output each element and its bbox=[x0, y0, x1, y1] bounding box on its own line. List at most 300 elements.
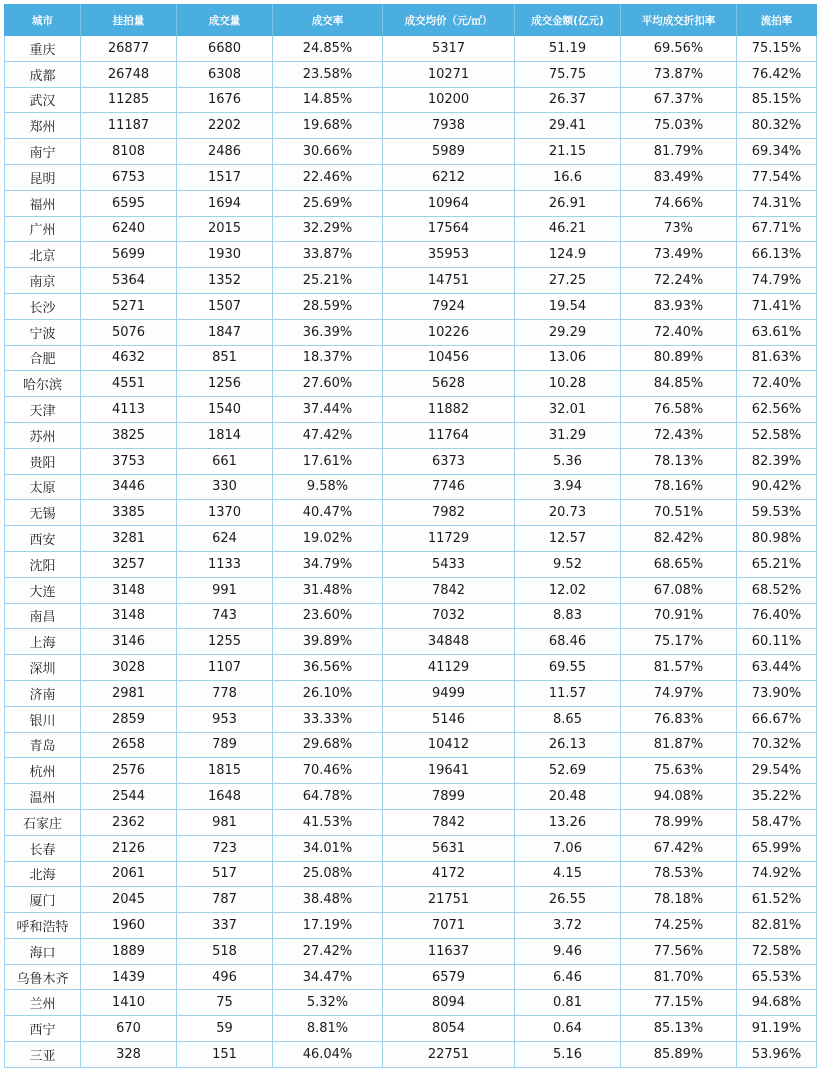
cell-deal-amount: 29.41 bbox=[515, 113, 621, 139]
cell-listings: 3148 bbox=[81, 603, 177, 629]
cell-deal-amount: 29.29 bbox=[515, 319, 621, 345]
table-row bbox=[5, 938, 817, 964]
cell-deals: 723 bbox=[177, 835, 273, 861]
cell-listings: 1960 bbox=[81, 913, 177, 939]
table-row bbox=[5, 164, 817, 190]
cell-avg-discount: 72.24% bbox=[621, 268, 737, 294]
cell-deal-rate: 41.53% bbox=[273, 809, 383, 835]
cell-avg-discount: 72.40% bbox=[621, 319, 737, 345]
cell-deal-rate: 24.85% bbox=[273, 36, 383, 62]
cell-avg-discount: 81.57% bbox=[621, 655, 737, 681]
cell-city: 成都 bbox=[5, 61, 81, 87]
cell-listings: 2045 bbox=[81, 887, 177, 913]
table-row bbox=[5, 784, 817, 810]
cell-deals: 991 bbox=[177, 577, 273, 603]
table-row bbox=[5, 216, 817, 242]
cell-deal-amount: 124.9 bbox=[515, 242, 621, 268]
cell-failed-rate: 76.40% bbox=[737, 603, 817, 629]
table-row bbox=[5, 242, 817, 268]
column-header-failed-rate: 流拍率 bbox=[737, 5, 817, 36]
cell-deal-amount: 51.19 bbox=[515, 36, 621, 62]
cell-deals: 2486 bbox=[177, 139, 273, 165]
cell-listings: 5364 bbox=[81, 268, 177, 294]
cell-avg-price: 34848 bbox=[383, 629, 515, 655]
cell-avg-price: 7032 bbox=[383, 603, 515, 629]
cell-failed-rate: 85.15% bbox=[737, 87, 817, 113]
cell-deal-rate: 37.44% bbox=[273, 397, 383, 423]
cell-avg-price: 17564 bbox=[383, 216, 515, 242]
table-row bbox=[5, 397, 817, 423]
cell-listings: 11187 bbox=[81, 113, 177, 139]
table-row bbox=[5, 1016, 817, 1042]
cell-deal-rate: 34.47% bbox=[273, 964, 383, 990]
cell-avg-discount: 77.56% bbox=[621, 938, 737, 964]
cell-deal-amount: 8.83 bbox=[515, 603, 621, 629]
cell-listings: 2658 bbox=[81, 732, 177, 758]
cell-city: 苏州 bbox=[5, 422, 81, 448]
cell-city: 无锡 bbox=[5, 500, 81, 526]
cell-failed-rate: 73.90% bbox=[737, 680, 817, 706]
table-row bbox=[5, 268, 817, 294]
cell-deal-rate: 19.02% bbox=[273, 526, 383, 552]
cell-deal-rate: 25.21% bbox=[273, 268, 383, 294]
cell-failed-rate: 74.79% bbox=[737, 268, 817, 294]
cell-deals: 1517 bbox=[177, 164, 273, 190]
cell-deals: 6308 bbox=[177, 61, 273, 87]
table-row bbox=[5, 293, 817, 319]
cell-avg-price: 7938 bbox=[383, 113, 515, 139]
cell-listings: 2576 bbox=[81, 758, 177, 784]
cell-deal-amount: 7.06 bbox=[515, 835, 621, 861]
table-row bbox=[5, 990, 817, 1016]
cell-avg-price: 10412 bbox=[383, 732, 515, 758]
cell-deals: 1648 bbox=[177, 784, 273, 810]
cell-deal-rate: 29.68% bbox=[273, 732, 383, 758]
cell-failed-rate: 80.98% bbox=[737, 526, 817, 552]
cell-avg-discount: 74.97% bbox=[621, 680, 737, 706]
cell-avg-discount: 75.03% bbox=[621, 113, 737, 139]
column-header-city: 城市 bbox=[5, 5, 81, 36]
cell-listings: 26877 bbox=[81, 36, 177, 62]
cell-deal-amount: 0.64 bbox=[515, 1016, 621, 1042]
cell-deals: 1676 bbox=[177, 87, 273, 113]
cell-deal-amount: 26.55 bbox=[515, 887, 621, 913]
table-body bbox=[5, 36, 817, 1068]
cell-deals: 624 bbox=[177, 526, 273, 552]
cell-listings: 6595 bbox=[81, 190, 177, 216]
cell-avg-discount: 67.42% bbox=[621, 835, 737, 861]
column-header-deal-rate: 成交率 bbox=[273, 5, 383, 36]
cell-listings: 6240 bbox=[81, 216, 177, 242]
table-row bbox=[5, 887, 817, 913]
cell-avg-price: 5628 bbox=[383, 371, 515, 397]
cell-avg-discount: 78.99% bbox=[621, 809, 737, 835]
cell-avg-discount: 85.13% bbox=[621, 1016, 737, 1042]
cell-listings: 670 bbox=[81, 1016, 177, 1042]
cell-listings: 1439 bbox=[81, 964, 177, 990]
cell-failed-rate: 90.42% bbox=[737, 474, 817, 500]
cell-city: 武汉 bbox=[5, 87, 81, 113]
cell-city: 沈阳 bbox=[5, 551, 81, 577]
cell-failed-rate: 53.96% bbox=[737, 1042, 817, 1068]
cell-deal-amount: 5.36 bbox=[515, 448, 621, 474]
cell-city: 南京 bbox=[5, 268, 81, 294]
cell-deals: 1814 bbox=[177, 422, 273, 448]
cell-failed-rate: 74.92% bbox=[737, 861, 817, 887]
cell-city: 大连 bbox=[5, 577, 81, 603]
cell-city: 合肥 bbox=[5, 345, 81, 371]
cell-failed-rate: 61.52% bbox=[737, 887, 817, 913]
cell-deal-amount: 3.72 bbox=[515, 913, 621, 939]
cell-deal-rate: 25.69% bbox=[273, 190, 383, 216]
cell-avg-discount: 80.89% bbox=[621, 345, 737, 371]
cell-city: 南昌 bbox=[5, 603, 81, 629]
cell-deal-rate: 70.46% bbox=[273, 758, 383, 784]
cell-failed-rate: 91.19% bbox=[737, 1016, 817, 1042]
cell-deal-rate: 32.29% bbox=[273, 216, 383, 242]
cell-avg-price: 5317 bbox=[383, 36, 515, 62]
cell-city: 兰州 bbox=[5, 990, 81, 1016]
cell-deals: 1507 bbox=[177, 293, 273, 319]
cell-city: 长沙 bbox=[5, 293, 81, 319]
cell-deal-rate: 5.32% bbox=[273, 990, 383, 1016]
table-row bbox=[5, 655, 817, 681]
cell-avg-discount: 81.70% bbox=[621, 964, 737, 990]
cell-failed-rate: 29.54% bbox=[737, 758, 817, 784]
cell-listings: 3446 bbox=[81, 474, 177, 500]
table-row bbox=[5, 448, 817, 474]
cell-failed-rate: 69.34% bbox=[737, 139, 817, 165]
cell-deals: 1847 bbox=[177, 319, 273, 345]
table-row bbox=[5, 139, 817, 165]
cell-city: 西宁 bbox=[5, 1016, 81, 1042]
cell-deal-rate: 27.60% bbox=[273, 371, 383, 397]
cell-deal-rate: 34.01% bbox=[273, 835, 383, 861]
cell-deal-amount: 11.57 bbox=[515, 680, 621, 706]
cell-deal-rate: 36.39% bbox=[273, 319, 383, 345]
cell-failed-rate: 76.42% bbox=[737, 61, 817, 87]
cell-avg-price: 5146 bbox=[383, 706, 515, 732]
cell-deal-amount: 3.94 bbox=[515, 474, 621, 500]
cell-listings: 11285 bbox=[81, 87, 177, 113]
cell-deal-amount: 19.54 bbox=[515, 293, 621, 319]
cell-deal-amount: 12.57 bbox=[515, 526, 621, 552]
cell-deal-rate: 31.48% bbox=[273, 577, 383, 603]
cell-city: 太原 bbox=[5, 474, 81, 500]
cell-deals: 1256 bbox=[177, 371, 273, 397]
cell-failed-rate: 65.53% bbox=[737, 964, 817, 990]
cell-deals: 75 bbox=[177, 990, 273, 1016]
column-header-avg-price: 成交均价（元/㎡） bbox=[383, 5, 515, 36]
cell-deal-rate: 33.33% bbox=[273, 706, 383, 732]
cell-city: 上海 bbox=[5, 629, 81, 655]
cell-deal-rate: 23.60% bbox=[273, 603, 383, 629]
cell-city: 银川 bbox=[5, 706, 81, 732]
cell-failed-rate: 67.71% bbox=[737, 216, 817, 242]
cell-deals: 1930 bbox=[177, 242, 273, 268]
cell-deals: 330 bbox=[177, 474, 273, 500]
cell-deal-amount: 32.01 bbox=[515, 397, 621, 423]
cell-failed-rate: 82.81% bbox=[737, 913, 817, 939]
cell-listings: 3385 bbox=[81, 500, 177, 526]
cell-deals: 1694 bbox=[177, 190, 273, 216]
column-header-deals: 成交量 bbox=[177, 5, 273, 36]
cell-deal-amount: 10.28 bbox=[515, 371, 621, 397]
cell-listings: 3257 bbox=[81, 551, 177, 577]
cell-avg-price: 7982 bbox=[383, 500, 515, 526]
cell-listings: 5699 bbox=[81, 242, 177, 268]
cell-deals: 151 bbox=[177, 1042, 273, 1068]
cell-city: 呼和浩特 bbox=[5, 913, 81, 939]
cell-avg-discount: 76.83% bbox=[621, 706, 737, 732]
cell-city: 西安 bbox=[5, 526, 81, 552]
table-row bbox=[5, 526, 817, 552]
cell-avg-price: 7899 bbox=[383, 784, 515, 810]
table-row bbox=[5, 345, 817, 371]
cell-deals: 778 bbox=[177, 680, 273, 706]
cell-city: 青岛 bbox=[5, 732, 81, 758]
cell-deal-rate: 47.42% bbox=[273, 422, 383, 448]
cell-city: 贵阳 bbox=[5, 448, 81, 474]
cell-avg-price: 5433 bbox=[383, 551, 515, 577]
cell-avg-discount: 83.49% bbox=[621, 164, 737, 190]
cell-avg-price: 6212 bbox=[383, 164, 515, 190]
cell-avg-price: 4172 bbox=[383, 861, 515, 887]
cell-avg-discount: 75.17% bbox=[621, 629, 737, 655]
cell-deal-amount: 4.15 bbox=[515, 861, 621, 887]
cell-avg-price: 7071 bbox=[383, 913, 515, 939]
cell-deals: 789 bbox=[177, 732, 273, 758]
cell-deal-amount: 31.29 bbox=[515, 422, 621, 448]
cell-listings: 2544 bbox=[81, 784, 177, 810]
cell-avg-discount: 73.87% bbox=[621, 61, 737, 87]
cell-avg-discount: 70.91% bbox=[621, 603, 737, 629]
cell-deals: 981 bbox=[177, 809, 273, 835]
cell-deal-amount: 27.25 bbox=[515, 268, 621, 294]
cell-city: 北海 bbox=[5, 861, 81, 887]
table-row bbox=[5, 474, 817, 500]
cell-deals: 1255 bbox=[177, 629, 273, 655]
cell-city: 温州 bbox=[5, 784, 81, 810]
cell-avg-price: 21751 bbox=[383, 887, 515, 913]
cell-avg-price: 11729 bbox=[383, 526, 515, 552]
cell-deal-rate: 8.81% bbox=[273, 1016, 383, 1042]
cell-city: 宁波 bbox=[5, 319, 81, 345]
cell-deals: 1540 bbox=[177, 397, 273, 423]
cell-failed-rate: 74.31% bbox=[737, 190, 817, 216]
cell-deals: 743 bbox=[177, 603, 273, 629]
cell-deal-rate: 38.48% bbox=[273, 887, 383, 913]
cell-deal-rate: 18.37% bbox=[273, 345, 383, 371]
cell-failed-rate: 94.68% bbox=[737, 990, 817, 1016]
cell-deal-amount: 26.91 bbox=[515, 190, 621, 216]
table-row bbox=[5, 319, 817, 345]
table-row bbox=[5, 371, 817, 397]
cell-avg-price: 10200 bbox=[383, 87, 515, 113]
cell-deal-amount: 13.26 bbox=[515, 809, 621, 835]
cell-avg-discount: 78.53% bbox=[621, 861, 737, 887]
cell-city: 哈尔滨 bbox=[5, 371, 81, 397]
cell-deal-rate: 26.10% bbox=[273, 680, 383, 706]
table-row bbox=[5, 680, 817, 706]
cell-deal-amount: 69.55 bbox=[515, 655, 621, 681]
cell-city: 福州 bbox=[5, 190, 81, 216]
cell-avg-price: 7842 bbox=[383, 809, 515, 835]
cell-deal-amount: 12.02 bbox=[515, 577, 621, 603]
cell-deals: 1133 bbox=[177, 551, 273, 577]
cell-deal-amount: 13.06 bbox=[515, 345, 621, 371]
cell-deal-rate: 9.58% bbox=[273, 474, 383, 500]
cell-deals: 337 bbox=[177, 913, 273, 939]
cell-avg-discount: 78.16% bbox=[621, 474, 737, 500]
cell-city: 厦门 bbox=[5, 887, 81, 913]
cell-failed-rate: 52.58% bbox=[737, 422, 817, 448]
cell-failed-rate: 65.99% bbox=[737, 835, 817, 861]
cell-avg-discount: 67.37% bbox=[621, 87, 737, 113]
cell-deal-rate: 17.19% bbox=[273, 913, 383, 939]
cell-failed-rate: 68.52% bbox=[737, 577, 817, 603]
cell-avg-discount: 82.42% bbox=[621, 526, 737, 552]
cell-avg-discount: 94.08% bbox=[621, 784, 737, 810]
cell-deals: 787 bbox=[177, 887, 273, 913]
cell-avg-price: 22751 bbox=[383, 1042, 515, 1068]
table-container bbox=[4, 4, 816, 1068]
cell-avg-discount: 74.66% bbox=[621, 190, 737, 216]
cell-deals: 1107 bbox=[177, 655, 273, 681]
cell-listings: 2981 bbox=[81, 680, 177, 706]
column-header-deal-amount: 成交金额(亿元) bbox=[515, 5, 621, 36]
cell-failed-rate: 77.54% bbox=[737, 164, 817, 190]
cell-deal-rate: 40.47% bbox=[273, 500, 383, 526]
cell-avg-price: 6579 bbox=[383, 964, 515, 990]
cell-avg-price: 41129 bbox=[383, 655, 515, 681]
table-row bbox=[5, 551, 817, 577]
cell-avg-discount: 72.43% bbox=[621, 422, 737, 448]
cell-deal-amount: 20.48 bbox=[515, 784, 621, 810]
table-row bbox=[5, 113, 817, 139]
cell-avg-price: 5631 bbox=[383, 835, 515, 861]
cell-failed-rate: 80.32% bbox=[737, 113, 817, 139]
cell-deal-amount: 26.13 bbox=[515, 732, 621, 758]
cell-city: 北京 bbox=[5, 242, 81, 268]
city-auction-table bbox=[4, 4, 817, 1068]
table-row bbox=[5, 706, 817, 732]
cell-deal-rate: 22.46% bbox=[273, 164, 383, 190]
cell-listings: 3028 bbox=[81, 655, 177, 681]
cell-city: 济南 bbox=[5, 680, 81, 706]
cell-deal-rate: 46.04% bbox=[273, 1042, 383, 1068]
cell-deal-rate: 30.66% bbox=[273, 139, 383, 165]
cell-deal-amount: 9.52 bbox=[515, 551, 621, 577]
cell-deal-rate: 25.08% bbox=[273, 861, 383, 887]
cell-avg-discount: 67.08% bbox=[621, 577, 737, 603]
cell-avg-price: 7746 bbox=[383, 474, 515, 500]
cell-listings: 3148 bbox=[81, 577, 177, 603]
cell-deal-rate: 17.61% bbox=[273, 448, 383, 474]
cell-listings: 328 bbox=[81, 1042, 177, 1068]
cell-deals: 661 bbox=[177, 448, 273, 474]
cell-failed-rate: 65.21% bbox=[737, 551, 817, 577]
table-row bbox=[5, 629, 817, 655]
cell-deals: 851 bbox=[177, 345, 273, 371]
cell-avg-price: 7924 bbox=[383, 293, 515, 319]
cell-city: 海口 bbox=[5, 938, 81, 964]
cell-listings: 5271 bbox=[81, 293, 177, 319]
cell-deal-rate: 34.79% bbox=[273, 551, 383, 577]
cell-city: 重庆 bbox=[5, 36, 81, 62]
cell-listings: 3146 bbox=[81, 629, 177, 655]
cell-deals: 1370 bbox=[177, 500, 273, 526]
cell-avg-discount: 75.63% bbox=[621, 758, 737, 784]
cell-avg-price: 6373 bbox=[383, 448, 515, 474]
table-row bbox=[5, 603, 817, 629]
cell-deal-rate: 64.78% bbox=[273, 784, 383, 810]
cell-avg-discount: 74.25% bbox=[621, 913, 737, 939]
cell-deal-amount: 75.75 bbox=[515, 61, 621, 87]
cell-deal-rate: 28.59% bbox=[273, 293, 383, 319]
cell-deal-amount: 6.46 bbox=[515, 964, 621, 990]
cell-avg-price: 9499 bbox=[383, 680, 515, 706]
cell-avg-price: 10226 bbox=[383, 319, 515, 345]
table-row bbox=[5, 36, 817, 62]
cell-listings: 2061 bbox=[81, 861, 177, 887]
cell-avg-discount: 73.49% bbox=[621, 242, 737, 268]
cell-avg-price: 11882 bbox=[383, 397, 515, 423]
table-row bbox=[5, 809, 817, 835]
table-row bbox=[5, 1042, 817, 1068]
cell-city: 昆明 bbox=[5, 164, 81, 190]
cell-listings: 26748 bbox=[81, 61, 177, 87]
cell-avg-price: 8094 bbox=[383, 990, 515, 1016]
cell-failed-rate: 75.15% bbox=[737, 36, 817, 62]
cell-city: 天津 bbox=[5, 397, 81, 423]
cell-deal-amount: 0.81 bbox=[515, 990, 621, 1016]
cell-city: 长春 bbox=[5, 835, 81, 861]
cell-avg-discount: 81.87% bbox=[621, 732, 737, 758]
table-row bbox=[5, 61, 817, 87]
cell-deals: 1815 bbox=[177, 758, 273, 784]
cell-deals: 2015 bbox=[177, 216, 273, 242]
cell-city: 三亚 bbox=[5, 1042, 81, 1068]
cell-listings: 3281 bbox=[81, 526, 177, 552]
cell-deal-rate: 14.85% bbox=[273, 87, 383, 113]
cell-deal-amount: 16.6 bbox=[515, 164, 621, 190]
cell-avg-price: 35953 bbox=[383, 242, 515, 268]
table-row bbox=[5, 190, 817, 216]
cell-listings: 4113 bbox=[81, 397, 177, 423]
cell-deals: 953 bbox=[177, 706, 273, 732]
cell-failed-rate: 58.47% bbox=[737, 809, 817, 835]
cell-avg-price: 10964 bbox=[383, 190, 515, 216]
cell-deal-amount: 5.16 bbox=[515, 1042, 621, 1068]
table-header-row bbox=[5, 5, 817, 36]
cell-deal-rate: 36.56% bbox=[273, 655, 383, 681]
cell-deal-amount: 46.21 bbox=[515, 216, 621, 242]
cell-deal-amount: 21.15 bbox=[515, 139, 621, 165]
cell-failed-rate: 59.53% bbox=[737, 500, 817, 526]
cell-avg-price: 7842 bbox=[383, 577, 515, 603]
cell-failed-rate: 63.61% bbox=[737, 319, 817, 345]
cell-deals: 496 bbox=[177, 964, 273, 990]
cell-avg-price: 5989 bbox=[383, 139, 515, 165]
cell-avg-discount: 77.15% bbox=[621, 990, 737, 1016]
cell-avg-discount: 85.89% bbox=[621, 1042, 737, 1068]
cell-avg-discount: 78.13% bbox=[621, 448, 737, 474]
cell-avg-discount: 68.65% bbox=[621, 551, 737, 577]
cell-deal-rate: 27.42% bbox=[273, 938, 383, 964]
cell-deal-amount: 26.37 bbox=[515, 87, 621, 113]
cell-listings: 3753 bbox=[81, 448, 177, 474]
